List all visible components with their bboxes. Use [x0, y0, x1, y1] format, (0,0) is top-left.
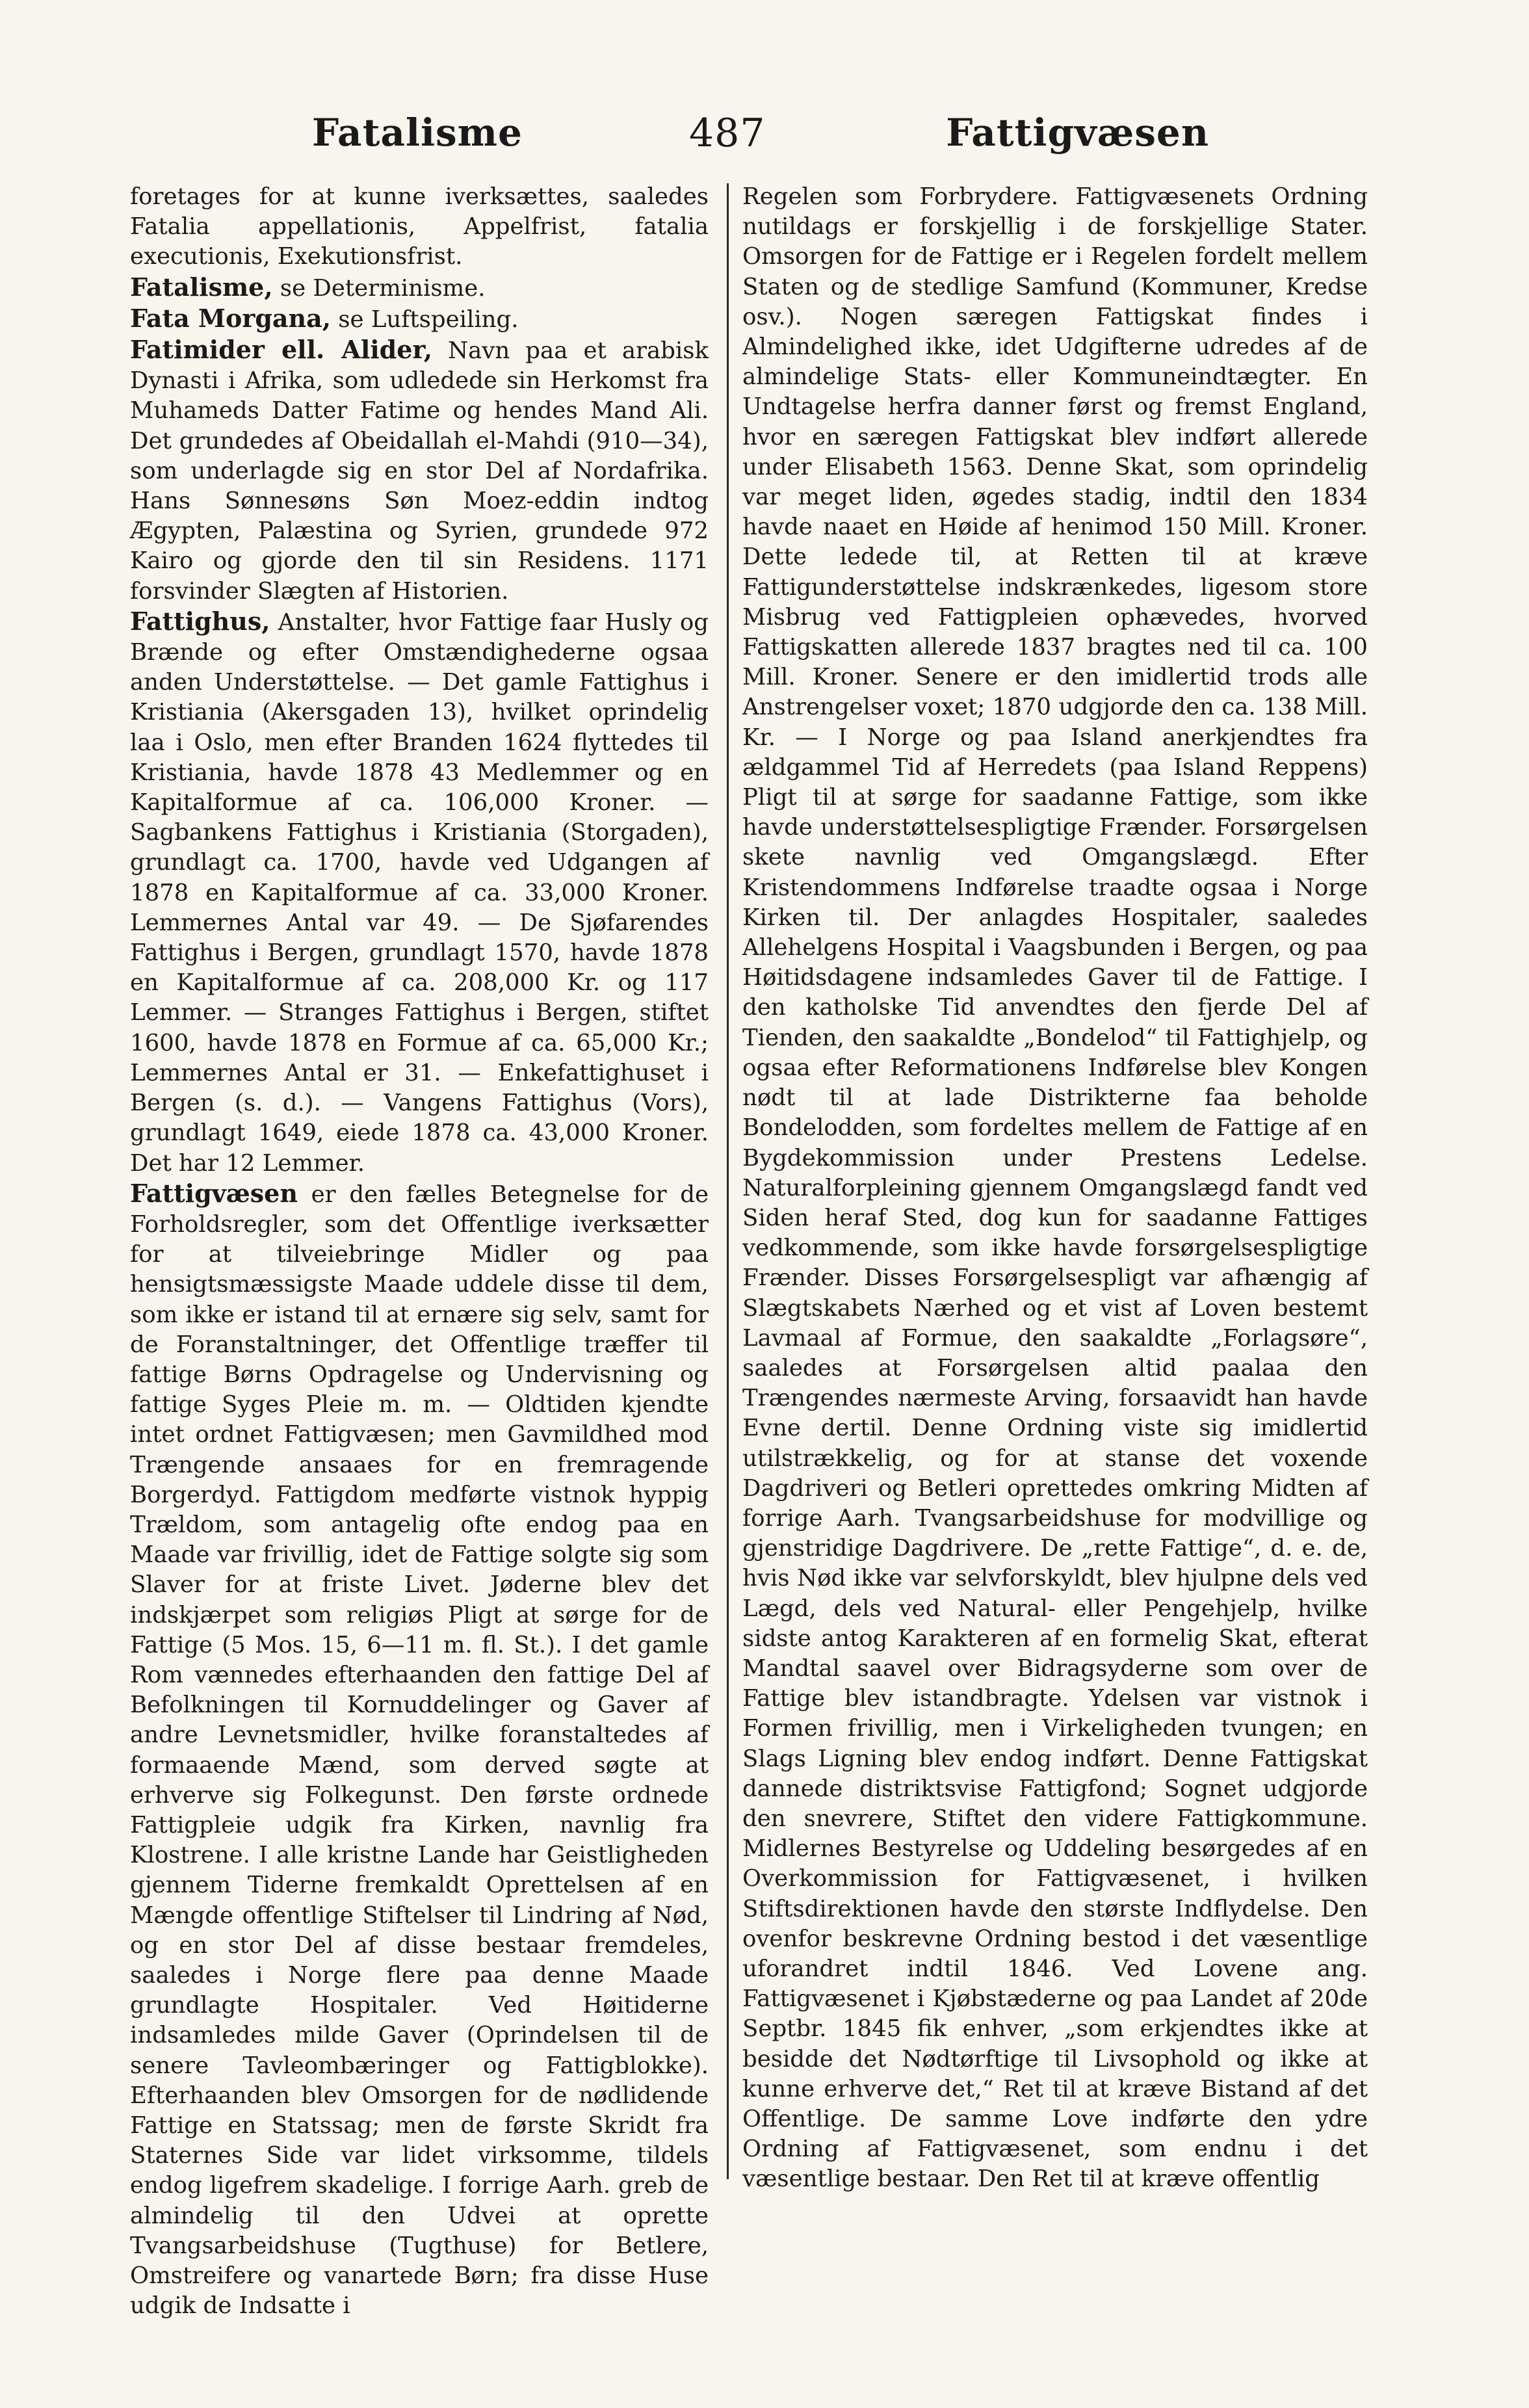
entry-fatalisme	[130, 272, 709, 304]
column-divider	[727, 183, 729, 2179]
entry-fatalia-continued	[130, 182, 709, 272]
entry-lemma: Fattigvæsen	[130, 1178, 298, 1208]
entry-fattigvaesen-continued	[742, 182, 1368, 2195]
header-left-catchword: Fatalisme	[312, 111, 523, 155]
entry-text: se Determinisme.	[272, 274, 486, 302]
entry-lemma: Fatimider ell. Alider,	[130, 335, 432, 365]
left-column	[130, 182, 709, 2320]
page-number: 487	[689, 111, 766, 156]
entry-lemma: Fata Morgana,	[130, 303, 332, 333]
right-column	[742, 182, 1368, 2197]
entry-text: er den fælles Betegnelse for de Forholdsregler, som det Offentlige iverksætter for at tilveiebringe Midler og paa hensigtsmæssigste Maade uddele disse til dem, som ikke er istand til at ernære sig selv, samt for de Foranstaltninger, det Offentlige træffer til fattige Børns Opdragelse og Undervisning og fattige Syges Pleie m. m. — Oldtiden kjendte intet ordnet Fattigvæsen; men Gavmildhed mod Trængende ansaaes for en fremragende Borgerdyd. Fattigdom medførte vistnok hyppig Trældom, som antagelig ofte endog paa en Maade var frivillig, idet de Fattige solgte sig som Slaver for at friste Livet. Jøderne blev det indskjærpet som religiøs Pligt at sørge for de Fattige (5 Mos. 15, 6—11 m. fl. St.). I det gamle Rom vænnedes efterhaanden den fattige Del af Befolkningen til Kornuddelinger og Gaver af andre Levnetsmidler, hvilke foranstaltedes af formaaende Mænd, som derved søgte at erhverve sig Folkegunst. Den første ordnede Fattigpleie udgik fra Kirken, navnlig fra Klostrene. I alle kristne Lande har Geistligheden gjennem Tiderne fremkaldt Oprettelsen af en Mængde offentlige Stiftelser til Lindring af Nød, og en stor Del af disse bestaar fremdeles, saaledes i Norge flere paa denne Maade grundlagte Hospitaler. Ved Høitiderne indsamledes milde Gaver (Oprindelsen til de senere Tavleombæringer og Fattigblokke). Efterhaanden blev Omsorgen for de nødlidende Fattige en Statssag; men de første Skridt fra Staternes Side var lidet virksomme, tildels endog ligefrem skadelige. I forrige Aarh. greb de almindelig til den Udvei at oprette Tvangsarbeidshuse (Tugthuse) for Betlere, Omstreifere og vanartede Børn; fra disse Huse udgik de Indsatte i	[130, 1181, 709, 2320]
entry-text: Navn paa et arabisk Dynasti i Afrika, som udledede sin Herkomst fra Muhameds Datter Fatime og hendes Mand Ali. Det grundedes af Obeidallah el-Mahdi (910—34), som underlagde sig en stor Del af Nordafrika. Hans Sønnesøns Søn Moez-eddin indtog Ægypten, Palæstina og Syrien, grundede 972 Kairo og gjorde den til sin Residens. 1171 forsvinder Slægten af Historien.	[130, 337, 709, 605]
entry-text: se Luftspeiling.	[331, 306, 519, 333]
entry-fatimider	[130, 335, 709, 607]
entry-fata-morgana	[130, 304, 709, 335]
entry-lemma: Fattighus,	[130, 606, 270, 636]
entry-fattigvaesen	[130, 1179, 709, 2322]
entry-fattighus	[130, 607, 709, 1179]
header-right-catchword: Fattigvæsen	[946, 111, 1209, 155]
entry-text: Anstalter, hvor Fattige faar Husly og Brænde og efter Omstændighederne ogsaa anden Understøttelse. — Det gamle Fattighus i Kristiania (Akersgaden 13), hvilket oprindelig laa i Oslo, men efter Branden 1624 flyttedes til Kristiania, havde 1878 43 Medlemmer og en Kapitalformue af ca. 106,000 Kroner. — Sagbankens Fattighus i Kristiania (Storgaden), grundlagt ca. 1700, havde ved Udgangen af 1878 en Kapitalformue af ca. 33,000 Kroner. Lemmernes Antal var 49. — De Sjøfarendes Fattighus i Bergen, grundlagt 1570, havde 1878 en Kapitalformue af ca. 208,000 Kr. og 117 Lemmer. — Stranges Fattighus i Bergen, stiftet 1600, havde 1878 en Formue af ca. 65,000 Kr.; Lemmernes Antal er 31. — Enkefattighuset i Bergen (s. d.). — Vangens Fattighus (Vors), grundlagt 1649, eiede 1878 ca. 43,000 Kroner. Det har 12 Lemmer.	[130, 609, 709, 1177]
page-header	[182, 98, 1385, 156]
entry-lemma: Fatalisme,	[130, 272, 273, 302]
entry-text: foretages for at kunne iverksættes, saaledes Fatalia appellationis, Appelfrist, fatalia executionis, Exekutionsfrist.	[130, 183, 709, 270]
entry-text: Regelen som Forbrydere. Fattigvæsenets Ordning nutildags er forskjellig i de forskjellige Stater. Omsorgen for de Fattige er i Regelen fordelt mellem Staten og de stedlige Samfund (Kommuner, Kredse osv.). Nogen særegen Fattigskat findes i Almindelighed ikke, idet Udgifterne udredes af de almindelige Stats- eller Kommuneindtægter. En Undtagelse herfra danner først og fremst England, hvor en særegen Fattigskat blev indført allerede under Elisabeth 1563. Denne Skat, som oprindelig var meget liden, øgedes stadig, indtil den 1834 havde naaet en Høide af henimod 150 Mill. Kroner. Dette ledede til, at Retten til at kræve Fattigunderstøttelse indskrænkedes, ligesom store Misbrug ved Fattigpleien ophævedes, hvorved Fattigskatten allerede 1837 bragtes ned til ca. 100 Mill. Kroner. Senere er den imidlertid trods alle Anstrengelser voxet; 1870 udgjorde den ca. 138 Mill. Kr. — I Norge og paa Island anerkjendtes fra ældgammel Tid af Herredets (paa Island Reppens) Pligt til at sørge for saadanne Fattige, som ikke havde understøttelsespligtige Frænder. Forsørgelsen skete navnlig ved Omgangslægd. Efter Kristendommens Indførelse traadte ogsaa i Norge Kirken til. Der anlagdes Hospitaler, saaledes Allehelgens Hospital i Vaagsbunden i Bergen, og paa Høitidsdagene indsamledes Gaver til de Fattige. I den katholske Tid anvendtes den fjerde Del af Tienden, den saakaldte „Bondelod“ til Fattighjelp, og ogsaa efter Reformationens Indførelse blev Kongen nødt til at lade Distrikterne faa beholde Bondelodden, som fordeltes mellem de Fattige af en Bygdekommission under Prestens Ledelse. Naturalforpleining gjennem Omgangslægd fandt ved Siden heraf Sted, dog kun for saadanne Fattiges vedkommende, som ikke havde forsørgelsespligtige Frænder. Disses Forsørgelsespligt var afhængig af Slægtskabets Nærhed og et vist af Loven bestemt Lavmaal af Formue, den saakaldte „Forlagsøre“, saaledes at Forsørgelsen altid paalaa den Trængendes nærmeste Arving, forsaavidt han havde Evne dertil. Denne Ordning viste sig imidlertid utilstrækkelig, og for at stanse det voxende Dagdriveri og Betleri oprettedes omkring Midten af forrige Aarh. Tvangsarbeidshuse for modvillige og gjenstridige Dagdrivere. De „rette Fattige“, d. e. de, hvis Nød ikke var selvforskyldt, blev hjulpne dels ved Lægd, dels ved Natural- eller Pengehjelp, hvilke sidste antog Karakteren af en formelig Skat, efterat Mandtal saavel over Bidragsyderne som over de Fattige blev istandbragte. Ydelsen var vistnok i Formen frivillig, men i Virkeligheden tvungen; en Slags Ligning blev endog indført. Denne Fattigskat dannede distriktsvise Fattigfond; Sognet udgjorde den snevrere, Stiftet den videre Fattigkommune. Midlernes Bestyrelse og Uddeling besørgedes af en Overkommission for Fattigvæsenet, i hvilken Stiftsdirektionen havde den største Indflydelse. Den ovenfor beskrevne Ordning bestod i det væsentlige uforandret indtil 1846. Ved Lovene ang. Fattigvæsenet i Kjøbstæderne og paa Landet af 20de Septbr. 1845 fik enhver, „som erkjendtes ikke at besidde det Nødtørftige til Livsophold og ikke at kunne erhverve det,“ Ret til at kræve Bistand af det Offentlige. De samme Love indførte den ydre Ordning af Fattigvæsenet, som endnu i det væsentlige bestaar. Den Ret til at kræve offentlig	[742, 183, 1368, 2193]
